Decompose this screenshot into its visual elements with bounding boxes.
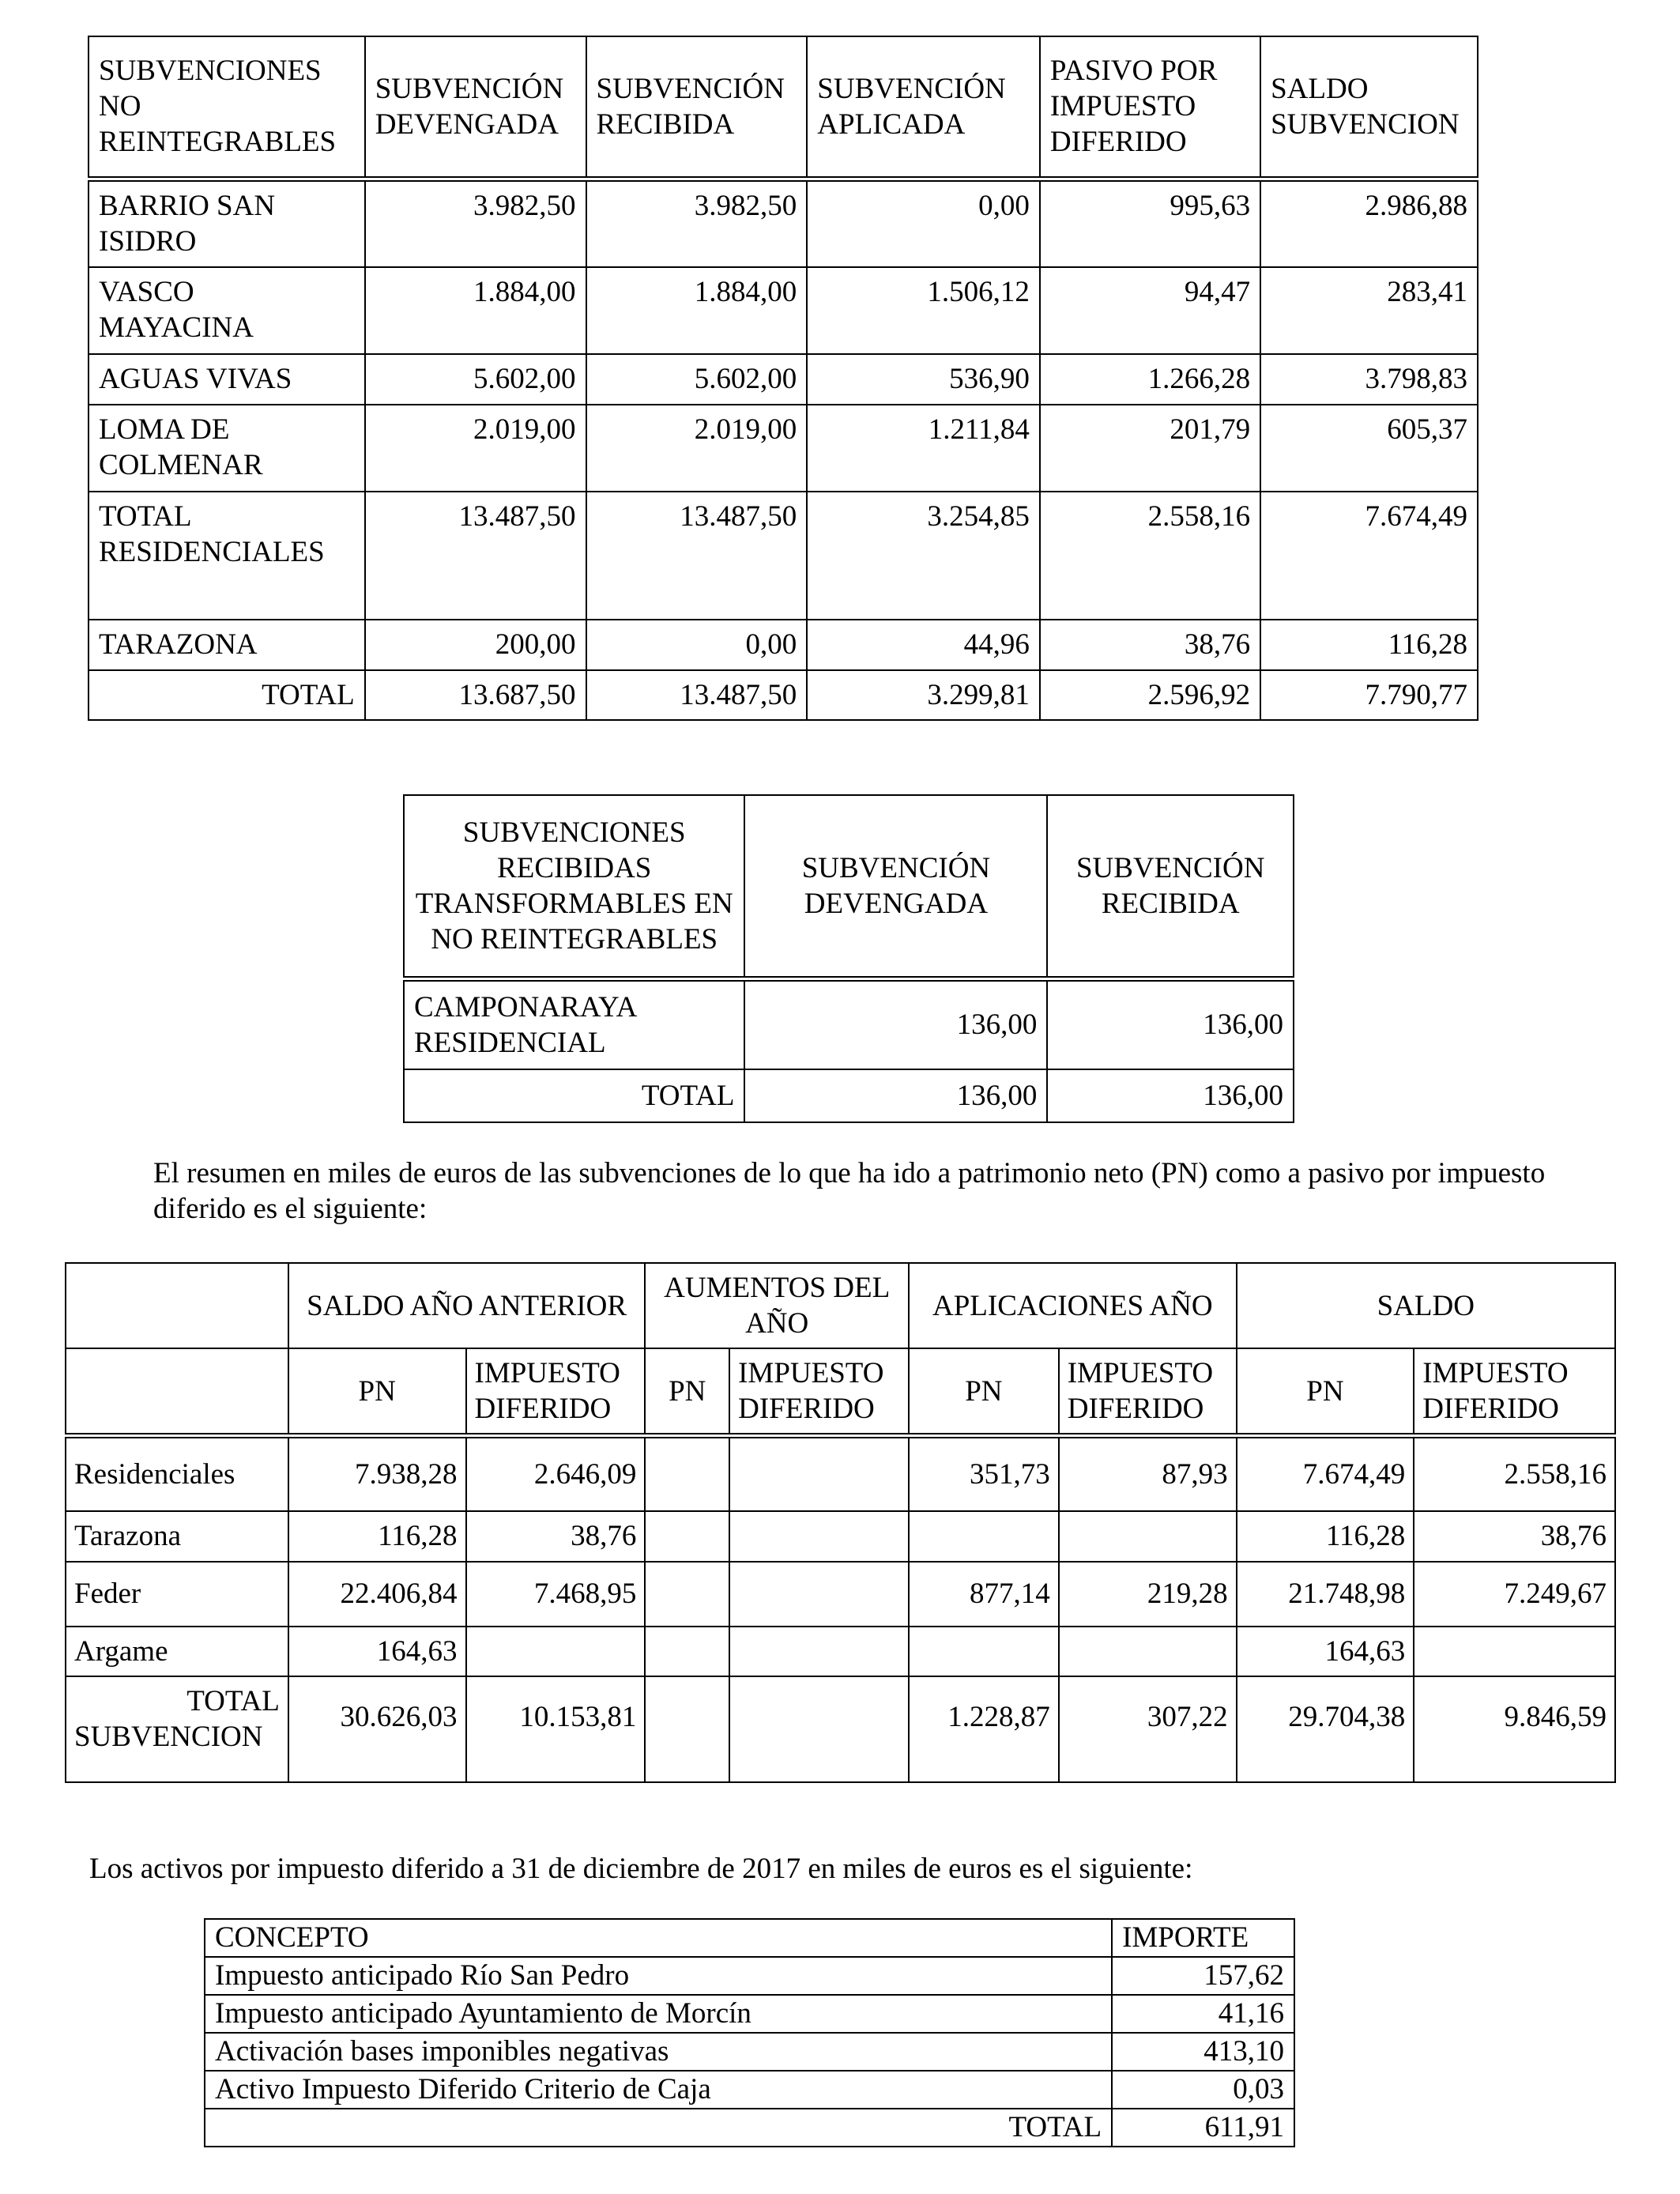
- value-cell: 7.674,49: [1260, 492, 1478, 620]
- value-cell: 7.790,77: [1260, 670, 1478, 720]
- header-cell: SUBVENCIÓN DEVENGADA: [365, 36, 586, 179]
- value-cell: [909, 1627, 1059, 1676]
- value-cell: 7.249,67: [1414, 1562, 1615, 1627]
- concepto-cell: Impuesto anticipado Río San Pedro: [205, 1957, 1112, 1995]
- value-cell: 2.019,00: [365, 405, 586, 492]
- value-cell: 1.884,00: [586, 267, 808, 354]
- table-row: [404, 978, 1294, 1069]
- importe-cell: 157,62: [1112, 1957, 1294, 1995]
- value-cell: 3.982,50: [365, 179, 586, 267]
- value-cell: 877,14: [909, 1562, 1059, 1627]
- header-cell: PASIVO POR IMPUESTO DIFERIDO: [1040, 36, 1260, 179]
- header-cell: CONCEPTO: [205, 1919, 1112, 1957]
- empty-cell: [66, 1348, 288, 1436]
- value-cell: 5.602,00: [586, 354, 808, 405]
- total-row: [66, 1676, 1615, 1782]
- importe-cell: 413,10: [1112, 2033, 1294, 2071]
- value-cell: 136,00: [744, 1069, 1047, 1122]
- row-label: TOTAL RESIDENCIALES: [89, 492, 365, 620]
- header-cell: SALDO SUBVENCION: [1260, 36, 1478, 179]
- importe-cell: 0,03: [1112, 2071, 1294, 2109]
- sub-header: IMPUESTO DIFERIDO: [466, 1348, 646, 1436]
- value-cell: 536,90: [807, 354, 1040, 405]
- concepto-cell: Activación bases imponibles negativas: [205, 2033, 1112, 2071]
- table-row: [89, 492, 1478, 620]
- table-row: [205, 2033, 1294, 2071]
- value-cell: 164,63: [1237, 1627, 1414, 1676]
- value-cell: 307,22: [1059, 1676, 1237, 1782]
- value-cell: 3.299,81: [807, 670, 1040, 720]
- value-cell: 9.846,59: [1414, 1676, 1615, 1782]
- value-cell: 201,79: [1040, 405, 1260, 492]
- value-cell: 219,28: [1059, 1562, 1237, 1627]
- value-cell: 38,76: [1040, 620, 1260, 670]
- value-cell: [729, 1436, 909, 1511]
- value-cell: 2.558,16: [1414, 1436, 1615, 1511]
- row-label: CAMPONARAYA RESIDENCIAL: [404, 978, 744, 1069]
- table-row: [66, 1562, 1615, 1627]
- summary-paragraph: El resumen en miles de euros de las subvenciones de lo que ha ido a patrimonio neto (PN) como a pasivo por impuesto diferido es el siguiente:: [153, 1157, 1546, 1225]
- value-cell: 44,96: [807, 620, 1040, 670]
- value-cell: [1059, 1511, 1237, 1562]
- value-cell: 3.254,85: [807, 492, 1040, 620]
- value-cell: 3.982,50: [586, 179, 808, 267]
- row-label: TARAZONA: [89, 620, 365, 670]
- table-row: [66, 1627, 1615, 1676]
- value-cell: 2.019,00: [586, 405, 808, 492]
- row-label: BARRIO SAN ISIDRO: [89, 179, 365, 267]
- value-cell: 116,28: [288, 1511, 466, 1562]
- concepto-cell: Impuesto anticipado Ayuntamiento de Morcín: [205, 1995, 1112, 2033]
- value-cell: 7.468,95: [466, 1562, 646, 1627]
- row-label: AGUAS VIVAS: [89, 354, 365, 405]
- value-cell: [729, 1511, 909, 1562]
- resumen-subvenciones-table: [65, 1262, 1616, 1783]
- value-cell: 21.748,98: [1237, 1562, 1414, 1627]
- importe-cell: 41,16: [1112, 1995, 1294, 2033]
- value-cell: 116,28: [1260, 620, 1478, 670]
- value-cell: 38,76: [1414, 1511, 1615, 1562]
- header-cell: SUBVENCIÓN RECIBIDA: [1047, 795, 1294, 978]
- header-cell: SUBVENCIÓN DEVENGADA: [744, 795, 1047, 978]
- value-cell: 1.506,12: [807, 267, 1040, 354]
- group-header: SALDO: [1237, 1263, 1615, 1348]
- value-cell: 136,00: [1047, 978, 1294, 1069]
- table-row: [205, 1957, 1294, 1995]
- value-cell: 2.558,16: [1040, 492, 1260, 620]
- activos-impuesto-diferido-table: [204, 1918, 1295, 2147]
- header-cell: SUBVENCIÓN RECIBIDA: [586, 36, 808, 179]
- total-row: [205, 2109, 1294, 2147]
- value-cell: 1.228,87: [909, 1676, 1059, 1782]
- group-header: AUMENTOS DEL AÑO: [645, 1263, 909, 1348]
- value-cell: 2.986,88: [1260, 179, 1478, 267]
- row-label: Feder: [66, 1562, 288, 1627]
- value-cell: [729, 1562, 909, 1627]
- subvenciones-no-reintegrables-table: [88, 36, 1478, 721]
- value-cell: [909, 1511, 1059, 1562]
- total-label: [66, 1676, 288, 1782]
- value-cell: [645, 1627, 729, 1676]
- value-cell: 995,63: [1040, 179, 1260, 267]
- group-header: APLICACIONES AÑO: [909, 1263, 1237, 1348]
- value-cell: 7.674,49: [1237, 1436, 1414, 1511]
- total-row: [404, 1069, 1294, 1122]
- table-row: [89, 620, 1478, 670]
- table-header-row: [89, 36, 1478, 179]
- value-cell: [645, 1511, 729, 1562]
- header-cell: SUBVENCIONES RECIBIDAS TRANSFORMABLES EN NO REINTEGRABLES: [404, 795, 744, 978]
- value-cell: [466, 1627, 646, 1676]
- table-row: [205, 2071, 1294, 2109]
- sub-header: IMPUESTO DIFERIDO: [1414, 1348, 1615, 1436]
- table-row: [89, 179, 1478, 267]
- sub-header: PN: [288, 1348, 466, 1436]
- row-label: VASCO MAYACINA: [89, 267, 365, 354]
- value-cell: 0,00: [586, 620, 808, 670]
- value-cell: 116,28: [1237, 1511, 1414, 1562]
- group-header-row: [66, 1263, 1615, 1348]
- value-cell: 0,00: [807, 179, 1040, 267]
- value-cell: [645, 1562, 729, 1627]
- empty-cell: [66, 1263, 288, 1348]
- table-row: [66, 1436, 1615, 1511]
- sub-header: PN: [1237, 1348, 1414, 1436]
- table-row: [89, 354, 1478, 405]
- group-header: SALDO AÑO ANTERIOR: [288, 1263, 646, 1348]
- concepto-cell: Activo Impuesto Diferido Criterio de Caja: [205, 2071, 1112, 2109]
- sub-header-row: [66, 1348, 1615, 1436]
- table-header-row: [404, 795, 1294, 978]
- value-cell: 5.602,00: [365, 354, 586, 405]
- value-cell: 87,93: [1059, 1436, 1237, 1511]
- row-label: Residenciales: [66, 1436, 288, 1511]
- total-label: TOTAL: [89, 670, 365, 720]
- value-cell: 13.687,50: [365, 670, 586, 720]
- value-cell: [729, 1627, 909, 1676]
- total-value: 611,91: [1112, 2109, 1294, 2147]
- value-cell: 351,73: [909, 1436, 1059, 1511]
- sub-header: IMPUESTO DIFERIDO: [729, 1348, 909, 1436]
- table-row: [89, 405, 1478, 492]
- subvenciones-transformables-table: [403, 794, 1294, 1123]
- table-row: [89, 267, 1478, 354]
- row-label: Tarazona: [66, 1511, 288, 1562]
- value-cell: 7.938,28: [288, 1436, 466, 1511]
- sub-header: PN: [645, 1348, 729, 1436]
- activos-paragraph: Los activos por impuesto diferido a 31 de diciembre de 2017 en miles de euros es el siguiente:: [89, 1853, 1193, 1885]
- value-cell: 30.626,03: [288, 1676, 466, 1782]
- value-cell: 164,63: [288, 1627, 466, 1676]
- value-cell: 3.798,83: [1260, 354, 1478, 405]
- value-cell: [645, 1436, 729, 1511]
- row-label: LOMA DE COLMENAR: [89, 405, 365, 492]
- value-cell: 38,76: [466, 1511, 646, 1562]
- value-cell: 283,41: [1260, 267, 1478, 354]
- value-cell: 1.884,00: [365, 267, 586, 354]
- value-cell: 136,00: [744, 978, 1047, 1069]
- sub-header: IMPUESTO DIFERIDO: [1059, 1348, 1237, 1436]
- value-cell: [645, 1676, 729, 1782]
- total-label: TOTAL: [205, 2109, 1112, 2147]
- value-cell: 1.211,84: [807, 405, 1040, 492]
- table-row: [205, 1995, 1294, 2033]
- value-cell: 29.704,38: [1237, 1676, 1414, 1782]
- header-cell: IMPORTE: [1112, 1919, 1294, 1957]
- value-cell: 2.596,92: [1040, 670, 1260, 720]
- value-cell: 22.406,84: [288, 1562, 466, 1627]
- table-header-row: [205, 1919, 1294, 1957]
- value-cell: 94,47: [1040, 267, 1260, 354]
- value-cell: 1.266,28: [1040, 354, 1260, 405]
- header-cell: SUBVENCIONES NO REINTEGRABLES: [89, 36, 365, 179]
- total-row: [89, 670, 1478, 720]
- value-cell: 10.153,81: [466, 1676, 646, 1782]
- value-cell: 13.487,50: [365, 492, 586, 620]
- total-label: TOTAL: [404, 1069, 744, 1122]
- value-cell: 136,00: [1047, 1069, 1294, 1122]
- table-row: [66, 1511, 1615, 1562]
- value-cell: 13.487,50: [586, 670, 808, 720]
- value-cell: [1059, 1627, 1237, 1676]
- row-label: Argame: [66, 1627, 288, 1676]
- value-cell: 200,00: [365, 620, 586, 670]
- total-subvencion-label: TOTAL SUBVENCION: [74, 1684, 280, 1753]
- sub-header: PN: [909, 1348, 1059, 1436]
- value-cell: [1414, 1627, 1615, 1676]
- value-cell: 605,37: [1260, 405, 1478, 492]
- value-cell: 13.487,50: [586, 492, 808, 620]
- header-cell: SUBVENCIÓN APLICADA: [807, 36, 1040, 179]
- value-cell: 2.646,09: [466, 1436, 646, 1511]
- value-cell: [729, 1676, 909, 1782]
